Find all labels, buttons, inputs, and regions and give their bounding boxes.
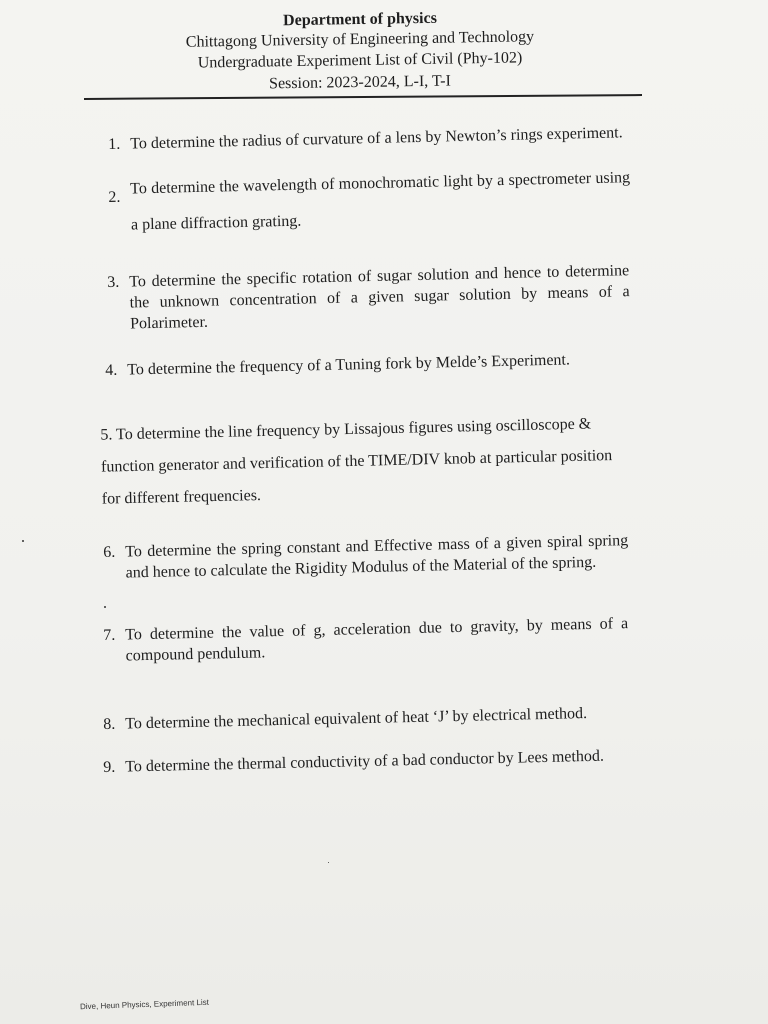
experiment-number: 3. [107, 273, 120, 291]
experiment-number: 1. [108, 135, 121, 153]
experiment-number: 5. [100, 426, 113, 444]
experiment-text: To determine the spring constant and Effective mass of a given spiral spring and hence to calculate the Rigidity Modulus of the Material of the spring. [125, 532, 629, 582]
experiment-text: To determine the value of g, acceleration due to gravity, by means of a compound pendulum. [125, 615, 629, 665]
experiment-text: To determine the specific rotation of sugar solution and hence to determine the unknown concentration of a given sugar solution by means of a Polarimeter. [129, 262, 630, 333]
paper-speck [104, 606, 106, 608]
experiment-number: 8. [103, 715, 116, 733]
paper-speck [328, 862, 329, 863]
experiment-item-6 [103, 530, 632, 608]
experiment-number: 7. [103, 626, 116, 644]
experiment-list-title: Undergraduate Experiment List of Civil (Phy-102) [197, 49, 523, 72]
experiment-item-7 [103, 613, 632, 669]
experiment-number: 6. [103, 543, 116, 561]
experiment-text: To determine the thermal conductivity of a bad conductor by Lees method. [125, 747, 605, 776]
paper-speck [22, 540, 24, 542]
experiment-text: To determine the frequency of a Tuning fork by Melde’s Experiment. [127, 351, 571, 379]
experiment-text: To determine the wavelength of monochromatic light by a spectrometer using a plane diffraction grating. [130, 169, 631, 234]
experiment-text-body: To determine the line frequency by Lissajous figures using oscilloscope & function generator and verification of the TIME/DIV knob at particular position for different frequencies. [100, 415, 613, 508]
session-line: Session: 2023-2024, L-I, T-I [268, 72, 452, 93]
experiment-item-4 [105, 348, 630, 382]
experiment-text [100, 408, 632, 516]
experiment-item-9 [103, 745, 632, 801]
university-name: Chittagong University of Engineering and Technology [185, 28, 535, 51]
experiment-item-2 [108, 168, 634, 240]
footer-note: Dive, Heun Physics, Experiment List [79, 997, 210, 1012]
experiment-number: 4. [105, 361, 118, 379]
experiment-item-5 [84, 408, 636, 510]
experiment-number: 2. [108, 188, 121, 206]
experiment-text: To determine the mechanical equivalent of heat ‘J’ by electrical method. [125, 705, 588, 733]
experiment-text: To determine the radius of curvature of a lens by Newton’s rings experiment. [130, 124, 623, 153]
experiment-item-8 [103, 702, 631, 736]
experiment-number: 9. [103, 758, 116, 776]
experiment-item-3 [107, 260, 633, 338]
department-title: Department of physics [282, 9, 437, 30]
